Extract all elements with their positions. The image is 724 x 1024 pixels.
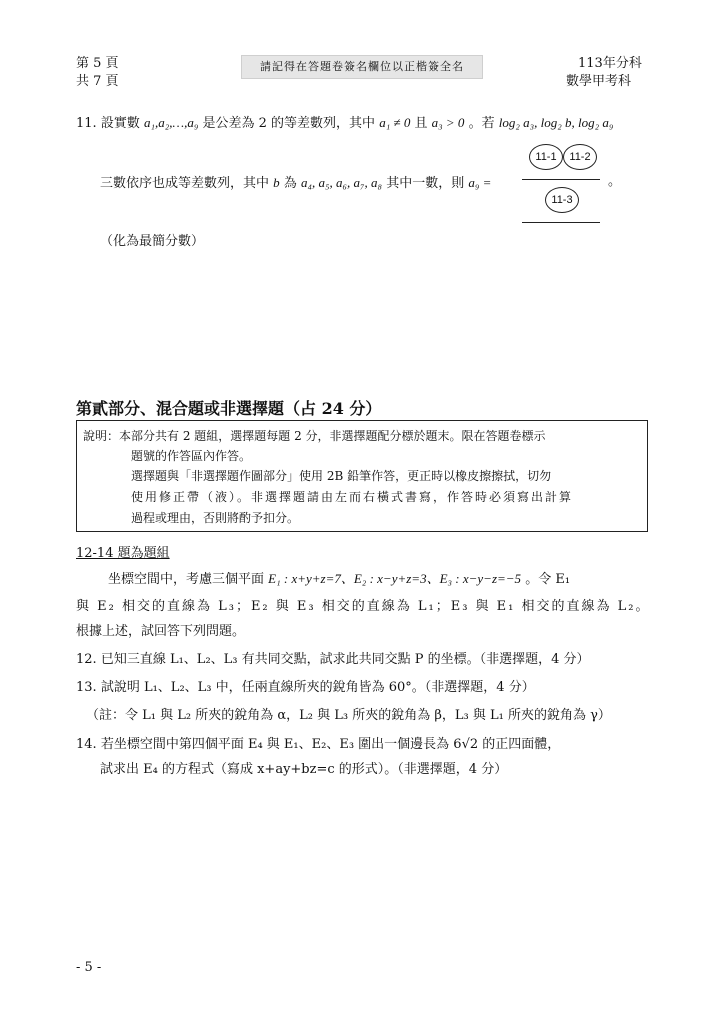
group-intro-line2: 與 E₂ 相交的直線為 L₃；E₂ 與 E₃ 相交的直線為 L₁；E₃ 與 E₁ 相交的直線為 L₂。 bbox=[76, 599, 651, 614]
question-13 bbox=[76, 676, 535, 695]
planes-equations: E₁ : x+y+z=7、E₂ : x−y+z=3、E₃ : x−y−z=−5 bbox=[268, 571, 522, 586]
question-13-note: （註：令 L₁ 與 L₂ 所夾的銳角為 α，L₂ 與 L₃ 所夾的銳角為 β，L₃ 與 L₁ 所夾的銳角為 γ） bbox=[86, 708, 611, 723]
question-group-label: 12-14 題為題組 bbox=[76, 546, 170, 561]
group-intro-line3: 根據上述，試回答下列問題。 bbox=[76, 624, 246, 639]
q12-number: 12. bbox=[76, 652, 97, 667]
note-line-2: 題號的作答區內作答。 bbox=[131, 449, 252, 463]
group-intro-line1 bbox=[108, 568, 570, 587]
q11-hint: （化為最簡分數） bbox=[100, 234, 205, 249]
footer-page-number: - 5 - bbox=[76, 960, 102, 975]
page-label: 第 5 頁 bbox=[76, 56, 119, 71]
q14-text: 若坐標空間中第四個平面 E₄ 與 E₁、E₂、E₃ 圍出一個邊長為 6√2 的正四面體， bbox=[100, 737, 561, 752]
q11-condition-2: a₃ > 0 bbox=[431, 115, 465, 130]
question-12 bbox=[76, 648, 590, 667]
note-line-5: 過程或理由，否則將酌予扣分。 bbox=[131, 511, 300, 525]
note-line-1: 說明：本部分共有 2 題組，選擇題每題 2 分，非選擇題配分標於題末。限在答題卷標示 bbox=[83, 429, 546, 443]
q12-text: 已知三直線 L₁、L₂、L₃ 有共同交點，試求此共同交點 P 的坐標。（非選擇題，4 分） bbox=[100, 652, 590, 667]
q13-number: 13. bbox=[76, 680, 97, 695]
q11-and: 且 bbox=[414, 116, 428, 131]
q11-text-c: 。若 bbox=[468, 116, 495, 131]
q11-line2-c: 其中一數，則 bbox=[386, 176, 465, 191]
question-14-line2: 試求出 E₄ 的方程式（寫成 x+ay+bz=c 的形式）。（非選擇題，4 分） bbox=[100, 762, 508, 777]
q11-line2-a: 三數依序也成等差數列，其中 bbox=[100, 176, 270, 191]
q11-var-b: b bbox=[273, 175, 280, 190]
q11-number: 11. bbox=[76, 116, 97, 131]
signature-notice: 請記得在答題卷簽名欄位以正楷簽全名 bbox=[241, 55, 483, 79]
question-11-line2 bbox=[100, 172, 491, 191]
q11-sequence-2: a₄, a₅, a₆, a₇, a₈ bbox=[300, 175, 383, 190]
note-line-3: 選擇題與「非選擇題作圖部分」使用 2B 鉛筆作答，更正時以橡皮擦擦拭，切勿 bbox=[131, 469, 552, 483]
q11-line2-b: 為 bbox=[283, 176, 297, 191]
exam-year-label: 113年分科 bbox=[578, 56, 642, 71]
answer-blank-11-2[interactable]: 11-2 bbox=[563, 144, 597, 170]
q11-period: 。 bbox=[608, 174, 622, 189]
q11-text-a: 設實數 bbox=[100, 116, 140, 131]
answer-blank-11-3[interactable]: 11-3 bbox=[545, 187, 579, 213]
q13-text: 試說明 L₁、L₂、L₃ 中，任兩直線所夾的銳角皆為 60°。（非選擇題，4 分） bbox=[100, 680, 535, 695]
q14-number: 14. bbox=[76, 737, 97, 752]
subject-label: 數學甲考科 bbox=[566, 74, 632, 89]
q11-logs: log₂ a₃, log₂ b, log₂ a₉ bbox=[498, 115, 614, 130]
total-pages-label: 共 7 頁 bbox=[76, 74, 119, 89]
answer-blank-11-1[interactable]: 11-1 bbox=[529, 144, 563, 170]
question-14 bbox=[76, 733, 560, 752]
question-11-line1 bbox=[76, 112, 613, 131]
q11-sequence: a₁,a₂,…,a₉ bbox=[143, 115, 199, 130]
intro-text-2: 。令 E₁ bbox=[525, 572, 571, 587]
q11-a9-equals: a₉ = bbox=[468, 175, 492, 190]
q11-condition-1: a₁ ≠ 0 bbox=[379, 115, 411, 130]
q11-text-b: 是公差為 2 的等差數列，其中 bbox=[202, 116, 376, 131]
denominator-line bbox=[522, 222, 600, 223]
instructions-box bbox=[76, 420, 648, 532]
note-line-4: 使用修正帶（液）。非選擇題請由左而右橫式書寫，作答時必須寫出計算 bbox=[131, 490, 574, 504]
intro-text-1: 坐標空間中，考慮三個平面 bbox=[108, 572, 265, 587]
part-2-title: 第貳部分、混合題或非選擇題（占 24 分） bbox=[76, 399, 382, 418]
fraction-bar bbox=[522, 179, 600, 180]
